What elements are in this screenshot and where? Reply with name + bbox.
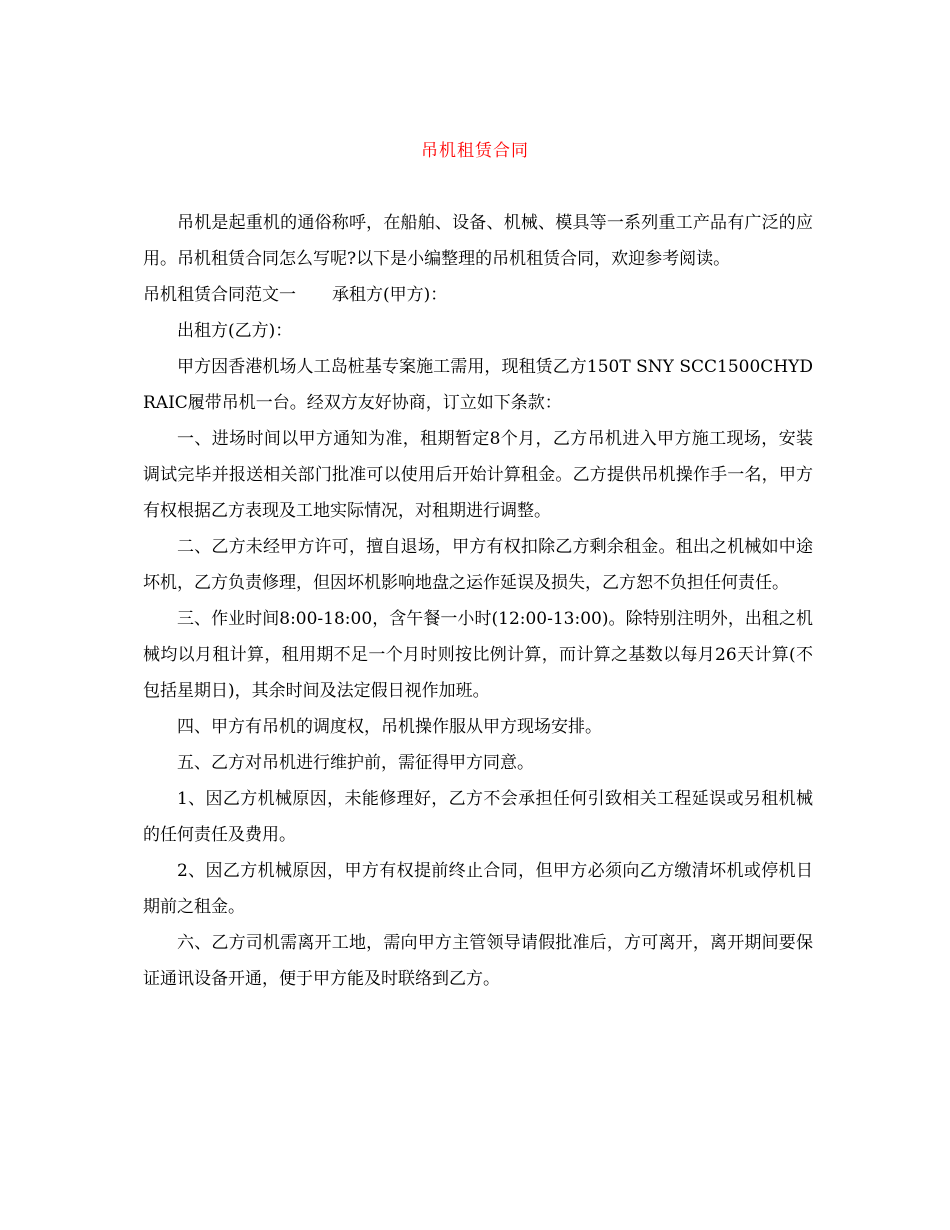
intro-paragraph: 吊机是起重机的通俗称呼，在船舶、设备、机械、模具等一系列重工产品有广泛的应用。吊机租赁合同怎么写呢?以下是小编整理的吊机租赁合同，欢迎参考阅读。 [143, 213, 813, 269]
clause-1: 一、进场时间以甲方通知为准，租期暂定8个月，乙方吊机进入甲方施工现场，安装调试完毕并报送相关部门批准可以使用后开始计算租金。乙方提供吊机操作手一名，甲方有权根据乙方表现及工地实际情况，对租期进行调整。 [143, 429, 813, 521]
clause-5: 五、乙方对吊机进行维护前，需征得甲方同意。 [177, 753, 534, 773]
clause-2: 二、乙方未经甲方许可，擅自退场，甲方有权扣除乙方剩余租金。租出之机械如中途坏机，乙方负责修理，但因坏机影响地盘之运作延误及损失，乙方恕不负担任何责任。 [143, 537, 813, 593]
document-title: 吊机租赁合同 [421, 141, 529, 161]
party-b-label: 出租方(乙方)： [177, 321, 293, 341]
document-body [143, 205, 813, 997]
sample-heading: 吊机租赁合同范文一 [143, 285, 296, 305]
preamble-paragraph: 甲方因香港机场人工岛桩基专案施工需用，现租赁乙方150T SNY SCC1500CHYDRAIC履带吊机一台。经双方友好协商，订立如下条款： [143, 357, 813, 413]
clause-5-item-1: 1、因乙方机械原因，未能修理好，乙方不会承担任何引致相关工程延误或另租机械的任何责任及费用。 [143, 789, 813, 845]
clause-3: 三、作业时间8:00-18:00，含午餐一小时(12:00-13:00)。除特别注明外，出租之机械均以月租计算，租用期不足一个月时则按比例计算，而计算之基数以每月26天计算(不包括星期日)，其余时间及法定假日视作加班。 [143, 609, 813, 701]
clause-5-item-2: 2、因乙方机械原因，甲方有权提前终止合同，但甲方必须向乙方缴清坏机或停机日期前之租金。 [143, 861, 813, 917]
clause-6: 六、乙方司机需离开工地，需向甲方主管领导请假批准后，方可离开，离开期间要保证通讯设备开通，便于甲方能及时联络到乙方。 [143, 933, 813, 989]
party-a-label: 承租方(甲方)： [332, 285, 448, 305]
sample-heading-line [143, 277, 813, 313]
clause-4: 四、甲方有吊机的调度权，吊机操作服从甲方现场安排。 [177, 717, 602, 737]
